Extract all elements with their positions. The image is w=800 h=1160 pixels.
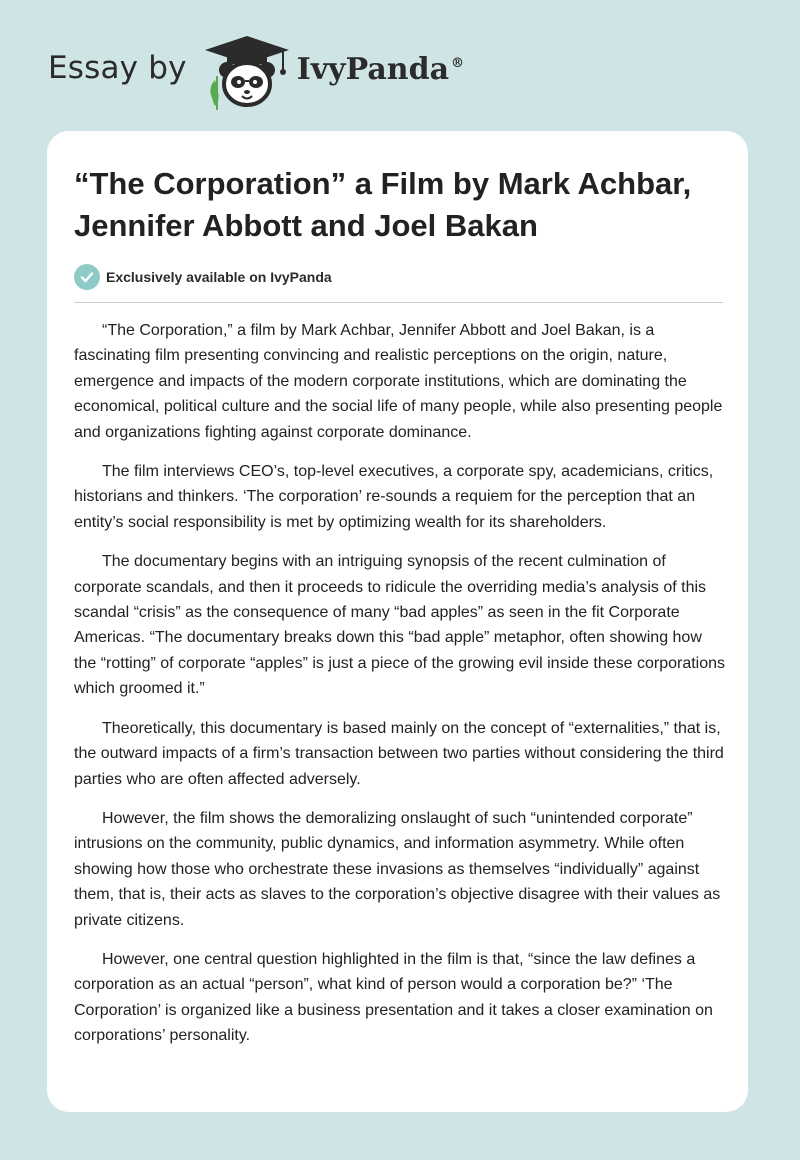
exclusive-badge (74, 264, 332, 290)
essay-paragraph: Theoretically, this documentary is based mainly on the concept of “externalities,” that is, the outward impacts of a firm’s transaction between two parties without considering the third parties who are often affected adversely. (74, 719, 724, 788)
registered-mark: ® (451, 55, 465, 71)
exclusive-badge-label: Exclusively available on IvyPanda (106, 269, 332, 285)
essay-body (74, 318, 726, 1063)
site-header (48, 30, 464, 110)
panda-graduate-icon (201, 30, 293, 110)
divider (74, 302, 723, 303)
essay-card (47, 131, 748, 1112)
brand-logo[interactable] (297, 52, 464, 87)
essay-paragraph: The documentary begins with an intriguing synopsis of the recent culmination of corporate scandals, and then it proceeds to ridicule the overriding media’s analysis of this scandal “crisis” as the consequence of many “bad apples” as seen in the fit Corporate Americas. “The documentary breaks down this “bad apple” metaphor, often showing how the “rotting” of corporate “apples” is just a piece of the growing evil inside these corporations which groomed it.” (74, 553, 726, 698)
essay-title: “The Corporation” a Film by Mark Achbar, Jennifer Abbott and Joel Bakan (74, 166, 692, 243)
essay-paragraph: The film interviews CEO’s, top-level executives, a corporate spy, academicians, critics, historians and thinkers. ‘The corporation’ re-sounds a requiem for the perception that an entity’s social responsibility is met by optimizing wealth for its shareholders. (74, 463, 714, 531)
essay-by-label: Essay by (48, 50, 187, 86)
check-icon (74, 264, 100, 290)
essay-paragraph: “The Corporation,” a film by Mark Achbar, Jennifer Abbott and Joel Bakan, is a fascinating film presenting convincing and realistic perceptions on the origin, nature, emergence and impacts of the modern corporate institutions, which are dominating the economical, political culture and the social life of many people, while also presenting people and organizations fighting against corporate dominance. (74, 322, 723, 441)
essay-paragraph: However, one central question highlighted in the film is that, “since the law defines a corporation as an actual “person”, what kind of person would a corporation be?” ‘The Corporation’ is organized like a business presentation and it takes a closer examination on corporations’ personality. (74, 950, 713, 1045)
essay-paragraph: However, the film shows the demoralizing onslaught of such “unintended corporate” intrusions on the community, public dynamics, and information asymmetry. While often showing how those who orchestrate these invasions as themselves “individually” against them, that is, their acts as slaves to the corporation’s objective disagree with their values as private citizens. (74, 809, 721, 929)
brand-name: IvyPanda (296, 51, 450, 87)
